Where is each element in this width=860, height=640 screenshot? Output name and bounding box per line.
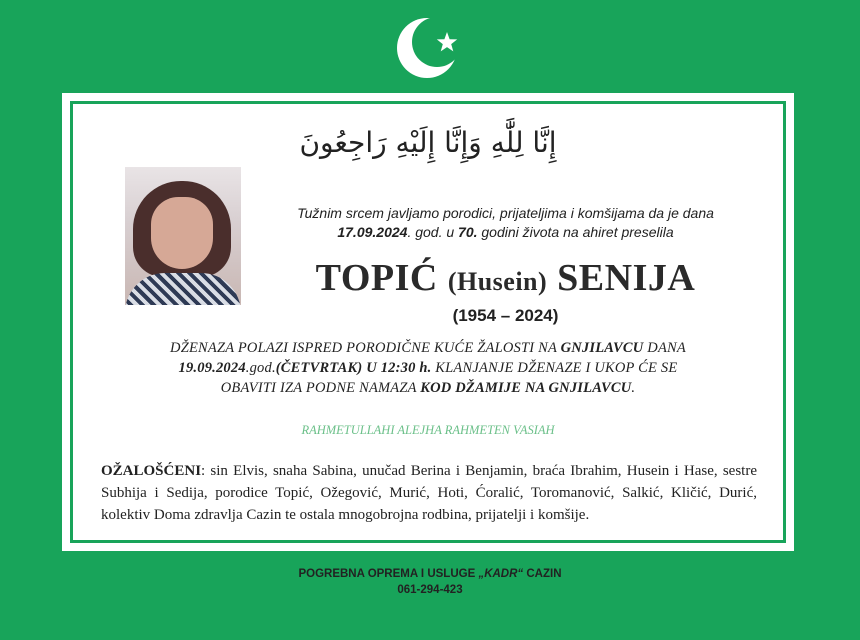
rahmet-prayer: RAHMETULLAHI ALEJHA RAHMETEN VASIAH [301,423,555,437]
funeral-line-1: DŽENAZA POLAZI ISPRED PORODIČNE KUĆE ŽALOSTI NA GNJILAVCU DANA [170,340,686,356]
mourners-list [101,460,757,526]
death-date: 17.09.2024 [337,224,408,240]
deceased-name [248,256,763,300]
service-name: POGREBNA OPREMA I USLUGE „KADR“ CAZIN [298,568,562,580]
surname: TOPIĆ [315,257,438,299]
crescent-star-icon [395,10,465,80]
deceased-photo [125,167,241,305]
photo-shirt [125,273,241,305]
mourners-label: OŽALOŠĆENI [101,463,202,479]
photo-face [151,197,213,269]
funeral-info [93,338,763,398]
service-phone: 061-294-423 [397,584,463,596]
card-border [70,101,786,543]
funeral-line-2: 19.09.2024.god.(ČETVRTAK) U 12:30 h. KLANJANJE DŽENAZE I UKOP ĆE SE [178,360,678,376]
funeral-line-3: OBAVITI IZA PODNE NAMAZA KOD DŽAMIJE NA GNJILAVCU. [220,380,636,396]
funeral-service-footer [0,566,860,598]
first-name: SENIJA [557,257,696,299]
father-name: (Husein) [447,267,548,296]
obituary-card [62,93,794,551]
announcement-line-2: 17.09.2024. god. u 70. godini života na ahiret preselila [337,224,674,240]
announcement-text [248,204,763,242]
age: 70. [458,224,478,240]
arabic-verse: إِنَّا لِلَّٰهِ وَإِنَّا إِلَيْهِ رَاجِعُونَ [299,126,557,159]
life-years: (1954 – 2024) [452,306,559,325]
mourners-text: : sin Elvis, snaha Sabina, unučad Berina i Benjamin, braća Ibrahim, Husein i Hase, sestre Subhija i Sedija, porodice Topić, Ožegović, Murić, Hoti, Ćoralić, Toromanović, Salkić, Kličić, Durić, kolektiv Doma zdravlja Cazin te ostala mnogobrojna rodbina, prijatelji i komšije. [101,463,757,523]
announcement-line-1: Tužnim srcem javljamo porodici, prijateljima i komšijama da je dana [297,205,714,221]
